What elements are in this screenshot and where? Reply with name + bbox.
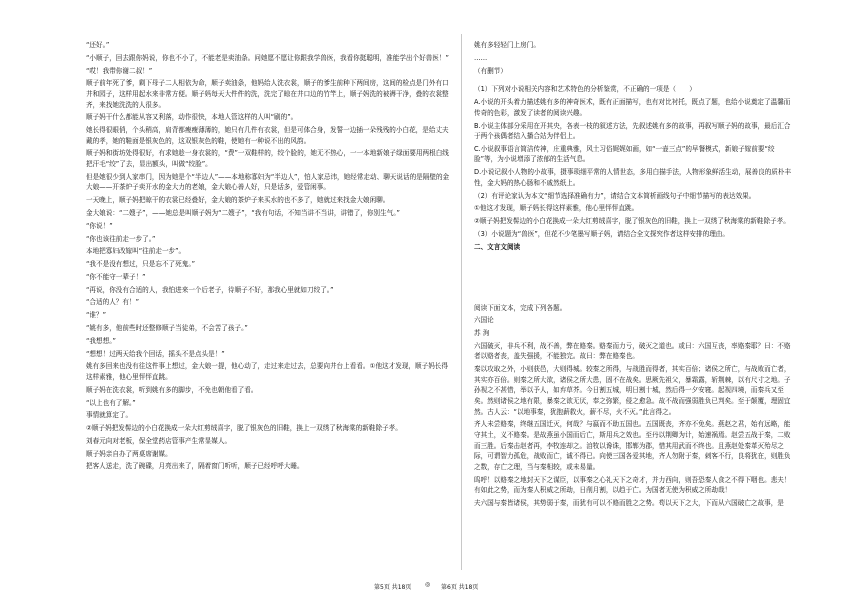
essay-title: 六国论 xyxy=(474,316,494,325)
essay-paragraph: 秦以攻取之外，小则获邑，大则得城。较秦之所得，与战胜而得者，其实百倍；诸侯之所亡，与战败而亡者，其实亦百倍。则秦之所大欲，诸侯之所大患，固不在战矣。思厥先祖父，暴霜露，斩荆棘，以有尺寸之地。子孙视之不甚惜，举以予人，如弃草芥。今日割五城，明日割十城，然后得一夕安寝。起视四境，而秦兵又至矣。然则诸侯之地有限，暴秦之欲无厌，奉之弥繁，侵之愈急。故不战而强弱胜负已判矣。至于颠覆，理固宜然。古人云：“以地事秦，犹抱薪救火，薪不尽，火不灭。”此言得之。 xyxy=(474,365,791,416)
story-paragraph: 本地把寡妇改嫁叫“往前走一步”。 xyxy=(86,247,186,256)
question-line: ②顺子妈把发髻边的小白花换成一朵大红剪绒喜字，脱了银灰色的旧鞋，换上一双绣了秋海棠的新鞋除子孝。 xyxy=(474,217,790,226)
story-paragraph: 但是她很少到人家串门，因为她是个“半边人”——本地称寡妇为“半边人”，怕人家忌讳，她经常走动、聊天说话的是隔壁的金大娘——开茶炉子卖开水的金大力的老娘，金大娘心善人好，只是话多，爱管闲事。 xyxy=(86,172,450,192)
footer-right-page-number: 第6页 共18页 xyxy=(441,584,479,591)
story-paragraph: 金大娘说：“二嫂子”，——她总是叫顺子妈为“二嫂子”，“我有句话，不知当讲不当讲，讲错了，你别生气。” xyxy=(86,209,400,217)
question-line: ①他这才发现，顺子妈长得这样素雅，他心里怦怦直跳。 xyxy=(474,204,639,213)
story-paragraph: …… xyxy=(474,53,488,62)
footer-left-page-number: 第5页 共18页 xyxy=(374,584,412,591)
question-line: （3）小说题为“兽医”，但花不少笔墨写顺子妈，请结合全文探究作者这样安排的理由。 xyxy=(474,229,729,238)
story-paragraph: “小顺子，回去跟你妈说，你也不小了，不能老是卖油条。问她愿不愿让你跟我学兽医，我看你挺聪明，准能学出个好兽医！” xyxy=(86,53,449,62)
story-paragraph: 刘春元向对老板，保全堂药店管事产生常显媒人。 xyxy=(86,436,232,445)
story-ending xyxy=(474,40,794,76)
story-paragraph: 顺子前年死了爹，剩下母子二人相依为命，顺子卖油条，他妈给人洗衣裳，顺子的爹生前种下两间房，这间的检点是门外有口井和园子，这样用起水来非常方便。顺子妈每天大件件的洗，洗完了晾在井口边的竹竿上，顺子妈洗的被褥干净，叠的衣裳整齐，来找她洗洗的人很多。 xyxy=(86,79,449,109)
questions-block xyxy=(474,84,794,239)
story-paragraph: “以上也有了解。” xyxy=(86,398,136,407)
story-paragraph: “你不能守一辈子！” xyxy=(86,272,146,281)
story-paragraph: 姚有多轻轻门上房门。 xyxy=(474,41,540,49)
story-paragraph: 一天晚上，顺子妈把晾干的衣裳已经叠好，金大娘的茶炉子来买水的也不多了，她就过来找金大娘闲聊。 xyxy=(86,196,390,205)
question-line: B.小说主体部分采用在开其央，各表一枝的叙述方法，先叙述姚有多的故事，再叙写顺子妈的故事，最后汇合于两个孩偶者结入播合站为伴侣上。 xyxy=(474,121,791,141)
story-paragraph: 事情就算定了。 xyxy=(86,411,133,420)
story-paragraph: 顺子妈在洗衣裳，听到姚有多的脚步，不免也朝他看了看。 xyxy=(86,385,258,394)
essay-paragraph: 夫六国与秦皆诸侯，其势弱于秦，而犹有可以不赂而胜之之势。苟以天下之大，下而从六国破亡之故事，是 xyxy=(474,498,784,507)
right-column xyxy=(474,40,794,511)
essay-paragraph: 呜呼！以赂秦之地封天下之谋臣，以事秦之心礼天下之奇才，并力西向，则吾恐秦人食之不得下咽也。悲夫！有如此之势，而为秦人积威之所劫，日削月割，以趋于亡。为国者无使为积威之所劫哉！ xyxy=(474,475,791,495)
story-paragraph: “合适的人？有！” xyxy=(86,298,139,307)
story-paragraph: ②顺子妈把发髻边的小白花换成一朵大红剪绒喜字，脱了银灰色的旧鞋，换上一双绣了秋海棠的新鞋除子孝。 xyxy=(86,424,402,433)
story-paragraph: （有删节） xyxy=(474,66,507,75)
question-line: （2）有评论家认为本文“细节选择准确有力”，请结合文本简析画线句子中细节描写的表达效果。 xyxy=(474,191,756,200)
story-paragraph: “谁？” xyxy=(86,311,107,320)
story-paragraph: 顺子妈干什么都能从容又利落，动作很快，本地人管这样的人叫“刷的”。 xyxy=(86,113,298,122)
story-paragraph: 她长得很眼俏，个头稍高，肩背都瘦瘦薄薄的，她只有几件有衣裳，但是可体合身，发誓一边插一朵残残的小白花，是给丈夫戴的孝，她的鞋面是银灰色的，这双银灰色的鞋，使她有一种说不出的风韵。 xyxy=(86,126,449,145)
story-paragraph: 把客人送走，洗了碗碟，月亮出来了，隔着窗门听听，顺子已经呼呼大睡。 xyxy=(86,462,304,471)
question-line: C.小说叙事语言简洁传神，庄重典雅，风土习俗娓娓如画，如“一壶三点”的早餐模式，新娘子嫁前要“绞脸”等，为小说增添了浓郁的生活气息。 xyxy=(474,144,775,164)
section-heading-classical: 二、文言文阅读 xyxy=(474,242,521,251)
story-paragraph: “再说，你没有合适的人，我怕进来一个后老子，待顺子不好，那我心里就如刀绞了。” xyxy=(86,285,334,294)
story-paragraph: “我不是没有想过，只是忘不了死鬼。” xyxy=(86,260,196,269)
essay-body xyxy=(474,341,794,509)
footer-separator: ◎ xyxy=(425,581,431,588)
essay-author: 苏 洵 xyxy=(474,329,490,338)
story-paragraph: “哎！我带你谢二叔！” xyxy=(86,66,153,75)
story-paragraph: 顺子妈亲自办了两桌席谢媒。 xyxy=(86,449,172,458)
story-paragraph: “你也该往前走一步了。” xyxy=(86,234,156,243)
column-divider xyxy=(461,34,462,570)
essay-paragraph: 齐人未尝赂秦，终继五国迁灭，何哉？与嬴而不助五国也。五国既丧，齐亦不免矣。燕赵之君，始有远略，能守其土，义不赂秦。是故燕虽小国而后亡，斯用兵之效也。至丹以荆卿为计，始速祸焉。赵尝五战于秦，二败而三胜。后秦击赵者再，李牧连却之。洎牧以谗诛，邯郸为郡，惜其用武而不终也。且燕赵处秦革灭殆尽之际，可谓智力孤危，战败而亡，诚不得已。向使三国各爱其地，齐人勿附于秦，刺客不行，良将犹在，则胜负之数，存亡之理，当与秦相较，或未易量。 xyxy=(474,420,791,471)
story-paragraph: “你说！” xyxy=(86,221,113,230)
question-line: （1）下列对小说相关内容和艺术特色的分析鉴赏，不正确的一项是（ ） xyxy=(474,85,696,94)
question-line: A.小说的开头着力描述姚有多的神奇医术，既有正面描写，也有对比衬托，既点了题，也给小说奠定了温馨而传奇的色彩，激发了读者的阅读兴趣。 xyxy=(474,98,791,117)
story-paragraph: “还好。” xyxy=(86,41,110,49)
story-paragraph: 顺子妈和街坊处得很好，有求她趁一身衣裳的，“费”一双鞋样的，绞个脸的，她无不热心，一一本地新娘子绿面要用两根白线把汗毛“绞”了去，显出额头，叫做“绞脸”。 xyxy=(86,149,449,169)
left-column xyxy=(86,40,450,474)
story-paragraph: “想想！过两天给我个回话，摇头不是点头是！” xyxy=(86,349,225,358)
page-footer xyxy=(0,582,860,594)
question-line: D.小说记叙小人物的小故事，摄事琐细平常的人情世态，多用白描手法，人物形象鲜活生动，展善良的质朴丰性，金大妈的热心肠和不戚然纸上。 xyxy=(474,168,792,187)
story-paragraph: “姚有多，他前些时还整修顺子当徒弟，不会苦了孩子。” xyxy=(86,324,248,333)
story-paragraph: “我想想。” xyxy=(86,336,116,345)
story-paragraph: 姚有多回来也没有往这件事上想过，金大娘一提，他心动了，走过来走过去，总要向井台上看看。①他这才发现，顺子妈长得这样素雅，他心里怦怦直跳。 xyxy=(86,362,448,381)
reading-instruction: 阅读下面文本，完成下列各题。 xyxy=(474,303,567,312)
essay-paragraph: 六国破灭，非兵不利，战不善，弊在赂秦。赂秦而力亏，破灭之道也。或曰：六国互丧，率赂秦耶？曰：不赂者以赂者丧，盖失强援，不能独完。故曰：弊在赂秦也。 xyxy=(474,341,791,361)
